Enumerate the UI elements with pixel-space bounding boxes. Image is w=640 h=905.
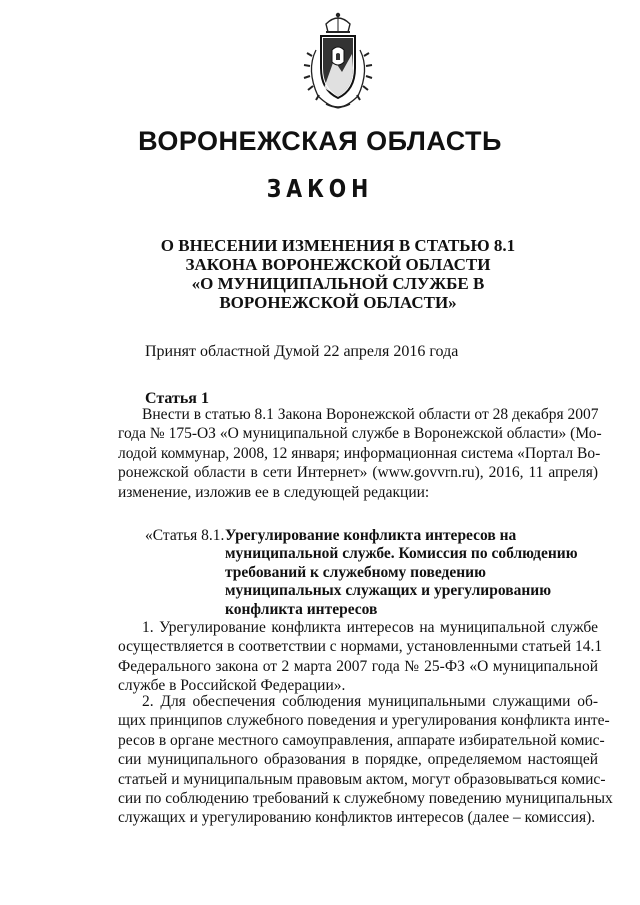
article-1-heading: Статья 1 (145, 390, 209, 407)
article-1-paragraph (118, 405, 602, 502)
paragraph-line: Федерального закона от 2 марта 2007 года № 25-ФЗ «О муниципальной (118, 657, 598, 675)
law-title-line: О ВНЕСЕНИИ ИЗМЕНЕНИЯ В СТАТЬЮ 8.1 (160, 236, 516, 255)
paragraph-line: 1. Урегулирование конфликта интересов на муниципальной службе (142, 619, 598, 636)
article-8-1-number: «Статья 8.1. (145, 527, 225, 544)
paragraph-line: щих принципов служебного поведения и урегулирования конфликта интe- (118, 712, 610, 730)
paragraph-line: Внести в статью 8.1 Закона Воронежской области от 28 декабря 2007 (142, 406, 599, 423)
article-8-1-title (225, 527, 578, 619)
region-title: ВОРОНЕЖСКАЯ ОБЛАСТЬ (138, 126, 502, 156)
article-8-1-item-1 (118, 618, 603, 696)
paragraph-line: 2. Для обеспечения соблюдения муниципальными служащими об- (142, 693, 598, 710)
law-title (150, 236, 526, 312)
article-8-1-item-2 (118, 692, 613, 828)
paragraph-line: статьей и муниципальным правовым актом, могут образовываться комис- (118, 770, 606, 788)
article-title-line: конфликта интересов (225, 600, 378, 618)
article-title-line: Урегулирование конфликта интересов на (225, 527, 517, 544)
paragraph-line: изменение, изложив ее в следующей редакции: (118, 483, 430, 501)
paragraph-line: года № 175-ОЗ «О муниципальной службе в Воронежской области» (Мо- (118, 425, 602, 443)
adoption-note: Принят областной Думой 22 апреля 2016 года (145, 343, 459, 360)
article-title-line: муниципальной службе. Комиссия по соблюдению (225, 545, 578, 563)
paragraph-line: ронежской области в сети Интернет» (www.govvrn.ru), 2016, 11 апреля) (118, 464, 598, 482)
law-title-line: ВОРОНЕЖСКОЙ ОБЛАСТИ» (219, 293, 457, 312)
paragraph-line: службе в Российской Федерации». (118, 677, 346, 695)
paragraph-line: ресов в органе местного самоуправления, аппарате избирательной комис- (118, 731, 605, 749)
voronezh-coat-of-arms-icon (296, 10, 380, 110)
paragraph-line: служащих и урегулированию конфликтов интересов (далее – комиссия). (118, 809, 596, 827)
paragraph-line: осуществляется в соответствии с нормами, установленными статьей 14.1 (118, 638, 603, 656)
law-title-line: ЗАКОНА ВОРОНЕЖСКОЙ ОБЛАСТИ (185, 255, 491, 274)
document-type: ЗАКОН (266, 174, 374, 203)
law-title-line: «О МУНИЦИПАЛЬНОЙ СЛУЖБЕ В (191, 274, 485, 293)
paragraph-line: лодой коммунар, 2008, 12 января; информационная система «Портал Во- (118, 444, 601, 462)
paragraph-line: сии по соблюдению требований к служебному поведению муниципальных (118, 789, 613, 807)
paragraph-line: сии муниципального образования в порядке, определяемом настоящей (118, 751, 598, 769)
article-title-line: требований к служебному поведению (225, 563, 486, 581)
article-title-line: муниципальных служащих и урегулированию (225, 582, 552, 600)
